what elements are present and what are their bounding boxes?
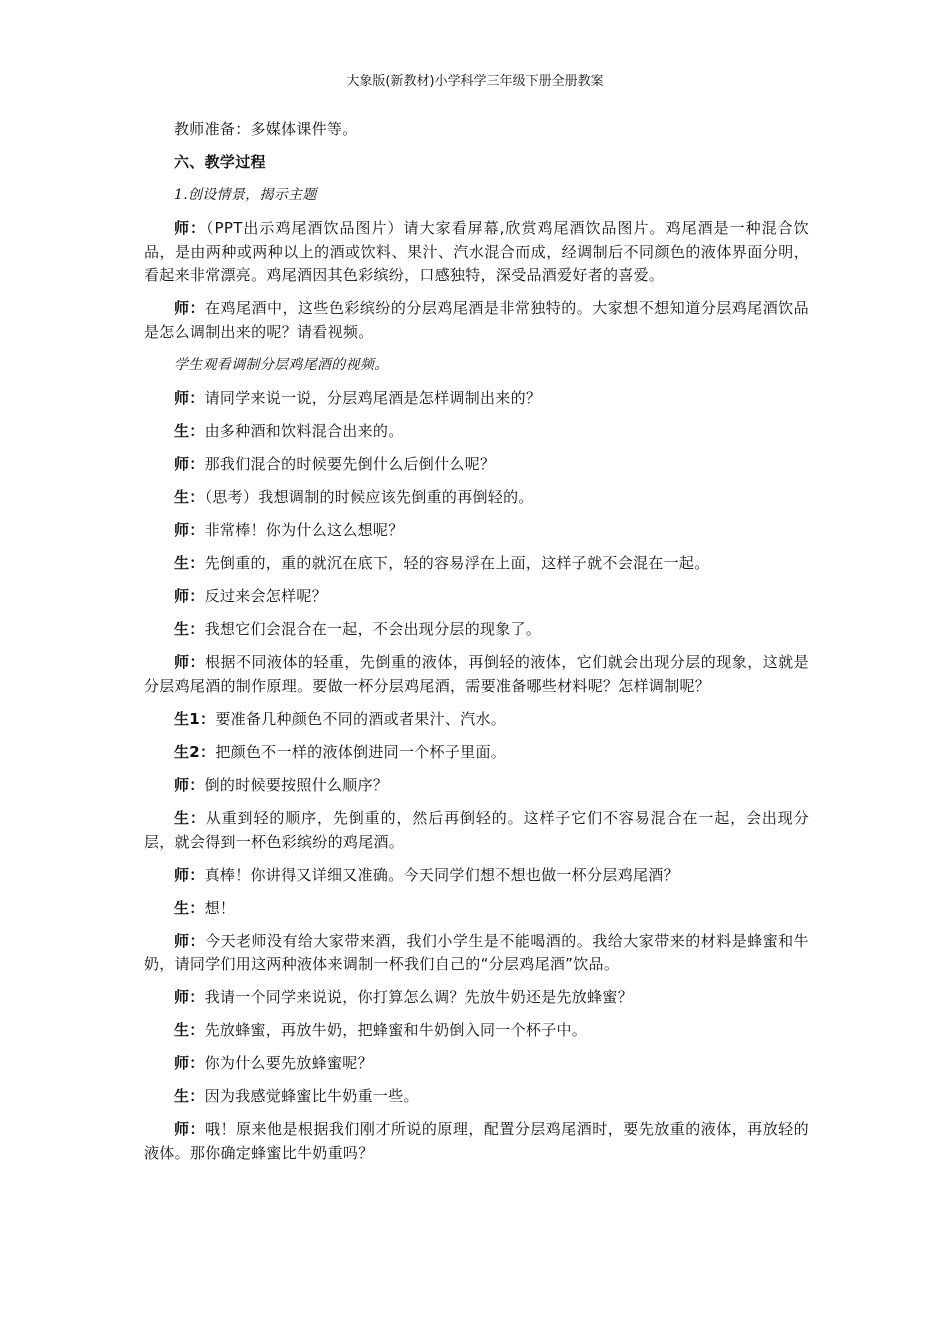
paragraph (144, 741, 809, 765)
speaker-label: 师： (174, 299, 205, 318)
paragraph-text: 今天老师没有给大家带来酒，我们小学生是不能喝酒的。我给大家带来的材料是蜂蜜和牛奶，请同学们用这两种液体来调制一杯我们自己的“分层鸡尾酒”饮品。 (144, 931, 809, 974)
speaker-label: 生： (174, 1087, 205, 1106)
paragraph (144, 708, 809, 732)
paragraph (144, 519, 809, 543)
speaker-label: 生1： (174, 709, 216, 728)
paragraph-text: 请同学来说一说，分层鸡尾酒是怎样调制出来的？ (204, 389, 542, 408)
page-header: 大象版(新教材)小学科学三年级下册全册教案 (346, 74, 604, 89)
speaker-label: 师： (174, 1120, 205, 1139)
paragraph (144, 618, 809, 642)
paragraph (144, 651, 809, 698)
paragraph-text: 非常棒！你为什么这么想呢？ (204, 521, 404, 540)
paragraph-text: 教师准备：多媒体课件等。 (174, 120, 358, 138)
paragraph (144, 585, 809, 609)
paragraph-text: 你为什么要先放蜂蜜呢？ (204, 1054, 373, 1073)
paragraph (144, 864, 809, 888)
document-body (144, 118, 809, 1175)
paragraph (144, 217, 809, 288)
paragraph-text: 学生观看调制分层鸡尾酒的视频。 (174, 357, 389, 374)
paragraph (144, 354, 809, 378)
paragraph (144, 1052, 809, 1076)
paragraph (144, 297, 809, 344)
paragraph-text: 从重到轻的顺序，先倒重的，然后再倒轻的。这样子它们不容易混合在一起，会出现分层，就会得到一杯色彩缤纷的鸡尾酒。 (144, 808, 809, 851)
speaker-label: 生： (174, 620, 205, 639)
speaker-label: 师： (174, 775, 205, 794)
speaker-label: 师： (174, 587, 205, 606)
paragraph-text: 倒的时候要按照什么顺序？ (204, 775, 389, 794)
paragraph (144, 897, 809, 921)
paragraph (144, 420, 809, 444)
paragraph (144, 774, 809, 798)
paragraph-text: 反过来会怎样呢？ (204, 587, 328, 606)
speaker-label: 师： (174, 219, 207, 237)
paragraph-text: 1.创设情景，揭示主题 (174, 187, 317, 203)
paragraph-text: 根据不同液体的轻重，先倒重的液体，再倒轻的液体，它们就会出现分层的现象，这就是分层鸡尾酒的制作原理。要做一杯分层鸡尾酒，需要准备哪些材料呢？怎样调制呢？ (144, 653, 809, 695)
paragraph-text: 在鸡尾酒中，这些色彩缤纷的分层鸡尾酒是非常独特的。大家想不想知道分层鸡尾酒饮品是怎么调制出来的呢？请看视频。 (144, 299, 809, 342)
paragraph (144, 552, 809, 576)
paragraph-text: （PPT出示鸡尾酒饮品图片）请大家看屏幕,欣赏鸡尾酒饮品图片。鸡尾酒是一种混合饮品，是由两种或两种以上的酒或饮料、果汁、汽水混合而成，经调制后不同颜色的液体界面分明，看起来非常漂亮。鸡尾酒因其色彩缤纷，口感独特，深受品酒爱好者的喜爱。 (144, 219, 809, 285)
paragraph-text: 由多种酒和饮料混合出来的。 (204, 422, 404, 441)
paragraph-text: （思考）我想调制的时候应该先倒重的再倒轻的。 (204, 488, 534, 507)
speaker-label: 师： (174, 389, 205, 408)
speaker-label: 师： (174, 521, 205, 540)
paragraph (144, 387, 809, 411)
paragraph-text: 因为我感觉蜂蜜比牛奶重一些。 (204, 1087, 419, 1106)
paragraph (144, 1085, 809, 1109)
paragraph (144, 930, 809, 977)
paragraph (144, 453, 809, 477)
paragraph-text: 想！ (204, 898, 236, 917)
paragraph (144, 807, 809, 854)
paragraph-text: 我请一个同学来说说，你打算怎么调？先放牛奶还是先放蜂蜜？ (204, 988, 634, 1007)
paragraph (144, 1118, 809, 1165)
paragraph-text: 哦！原来他是根据我们刚才所说的原理，配置分层鸡尾酒时，要先放重的液体，再放轻的液体。那你确定蜂蜜比牛奶重吗？ (144, 1120, 809, 1162)
speaker-label: 生： (174, 422, 205, 441)
paragraph-text: 先放蜂蜜，再放牛奶，把蜂蜜和牛奶倒入同一个杯子中。 (204, 1021, 588, 1040)
paragraph-text: 六、教学过程 (174, 153, 266, 171)
speaker-label: 生： (174, 898, 205, 917)
paragraph (144, 1019, 809, 1043)
speaker-label: 师： (174, 988, 205, 1007)
speaker-label: 师： (174, 1054, 205, 1073)
paragraph (144, 486, 809, 510)
paragraph (144, 184, 809, 208)
section-heading (144, 151, 809, 175)
speaker-label: 生： (174, 1021, 205, 1040)
speaker-label: 师： (174, 931, 205, 950)
paragraph-text: 那我们混合的时候要先倒什么后倒什么呢？ (204, 455, 496, 474)
paragraph-text: 真棒！你讲得又详细又准确。今天同学们想不想也做一杯分层鸡尾酒？ (204, 865, 679, 884)
speaker-label: 师： (174, 653, 205, 672)
speaker-label: 生： (174, 488, 205, 507)
paragraph-text: 先倒重的，重的就沉在底下，轻的容易浮在上面，这样子就不会混在一起。 (204, 554, 710, 573)
speaker-label: 生2： (174, 742, 216, 761)
paragraph-text: 要准备几种颜色不同的酒或者果汁、汽水。 (215, 709, 507, 728)
paragraph (144, 986, 809, 1010)
speaker-label: 师： (174, 865, 205, 884)
paragraph (144, 118, 809, 142)
paragraph-text: 把颜色不一样的液体倒进同一个杯子里面。 (215, 742, 507, 761)
paragraph-text: 我想它们会混合在一起，不会出现分层的现象了。 (204, 620, 542, 639)
speaker-label: 师： (174, 455, 205, 474)
speaker-label: 生： (174, 554, 205, 573)
speaker-label: 生： (174, 808, 206, 827)
